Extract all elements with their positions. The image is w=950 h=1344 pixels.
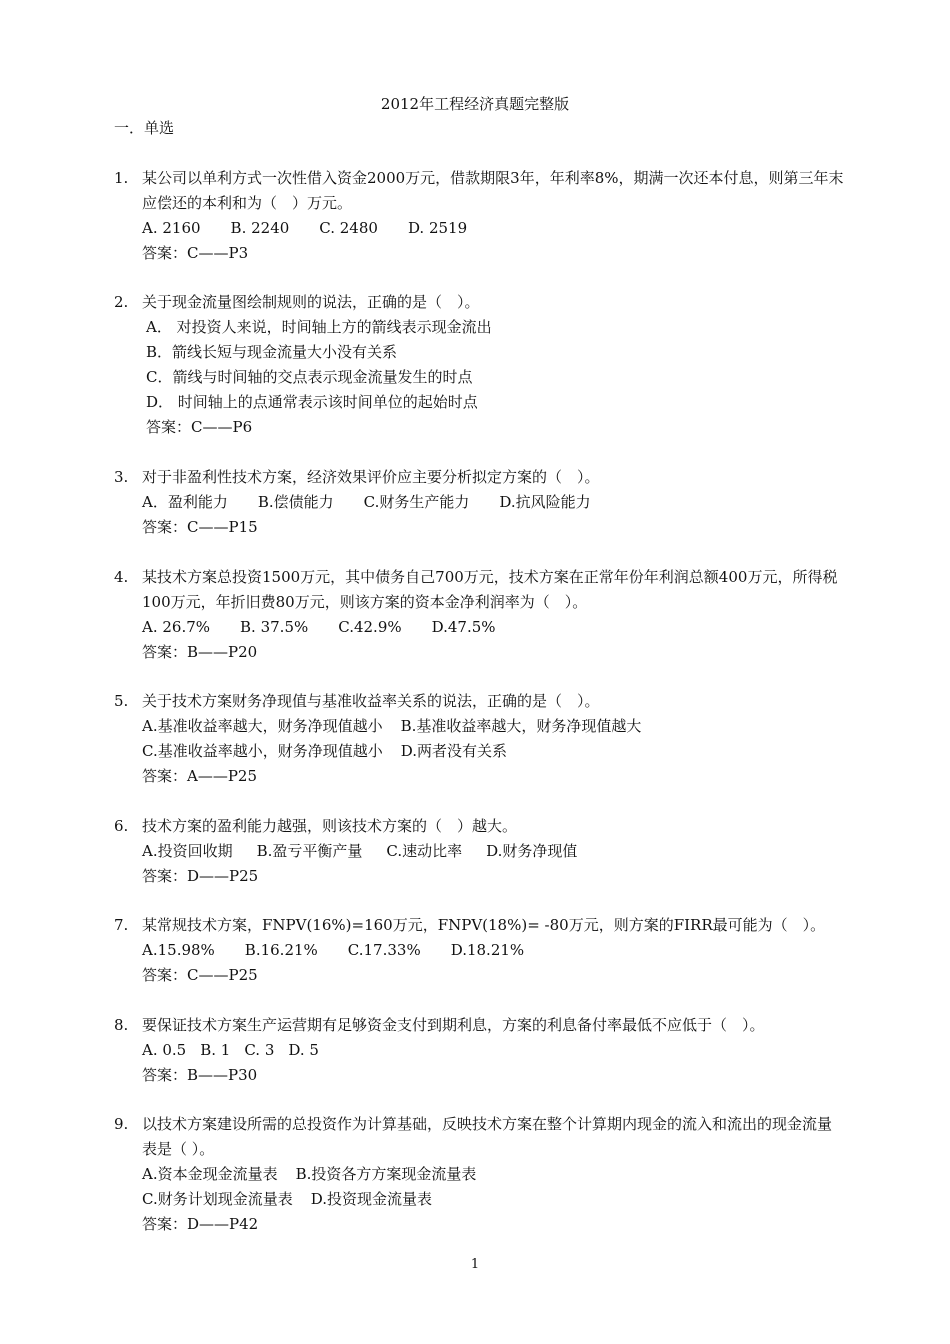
question-number: 1. <box>114 169 129 187</box>
question-stem: 某技术方案总投资1500万元，其中债务自己700万元，技术方案在正常年份年利润总额400万元，所得税100万元，年折旧费80万元，则该方案的资本金净利润率为（ ）。 <box>142 568 838 611</box>
answer-line: 答案：A——P25 <box>142 767 258 785</box>
option-c: C. 2480 <box>319 219 378 237</box>
answer-line: 答案：B——P30 <box>142 1066 258 1084</box>
answer-line: 答案：C——P15 <box>142 518 258 536</box>
options-row <box>142 839 844 864</box>
option-a: A．盈利能力 <box>142 493 228 511</box>
question-5 <box>114 689 844 789</box>
option-b: B.基准收益率越大，财务净现值越大 <box>400 717 642 735</box>
question-stem: 关于技术方案财务净现值与基准收益率关系的说法，正确的是（ ）。 <box>142 692 600 710</box>
option-d: D.18.21% <box>450 941 525 959</box>
document-title: 2012年工程经济真题完整版 <box>380 95 570 113</box>
question-stem: 对于非盈利性技术方案，经济效果评价应主要分析拟定方案的（ ）。 <box>142 468 600 486</box>
option-d: D.两者没有关系 <box>400 742 507 760</box>
question-7 <box>114 913 844 988</box>
option-a: A． 对投资人来说，时间轴上方的箭线表示现金流出 <box>146 318 492 336</box>
option-a: A. 26.7% <box>142 618 211 636</box>
question-stem: 以技术方案建设所需的总投资作为计算基础，反映技术方案在整个计算期内现金的流入和流出的现金流量表是（ ）。 <box>142 1115 833 1158</box>
options-row <box>142 216 844 241</box>
question-stem: 某常规技术方案，FNPV(16%)=160万元，FNPV(18%)= -80万元，则方案的FIRR最可能为（ ）。 <box>142 916 826 934</box>
question-1 <box>114 166 844 266</box>
option-d: D.抗风险能力 <box>499 493 591 511</box>
options-row-1 <box>142 714 844 739</box>
option-c: C.速动比率 <box>386 842 463 860</box>
question-6 <box>114 814 844 889</box>
option-a: A. 2160 <box>142 219 201 237</box>
option-c: C．箭线与时间轴的交点表示现金流量发生的时点 <box>146 368 473 386</box>
option-b: B.偿债能力 <box>257 493 334 511</box>
option-b: B. 2240 <box>230 219 290 237</box>
question-2 <box>114 290 844 440</box>
option-b: B. 1 <box>200 1041 231 1059</box>
option-d: D. 2519 <box>407 219 468 237</box>
option-b: B.盈亏平衡产量 <box>256 842 363 860</box>
question-stem: 技术方案的盈利能力越强，则该技术方案的（ ）越大。 <box>142 817 518 835</box>
question-4 <box>114 565 844 665</box>
question-number: 4. <box>114 568 129 586</box>
answer-line: 答案：D——P25 <box>142 867 259 885</box>
question-number: 6. <box>114 817 129 835</box>
answer-line: 答案：C——P6 <box>146 418 253 436</box>
option-a: A.15.98% <box>142 941 215 959</box>
option-b: B. 37.5% <box>240 618 309 636</box>
options-row <box>142 490 844 515</box>
option-c: C.17.33% <box>347 941 421 959</box>
question-stem: 关于现金流量图绘制规则的说法，正确的是（ ）。 <box>142 293 480 311</box>
options-row <box>142 1038 844 1063</box>
option-c: C.基准收益率越小，财务净现值越小 <box>142 742 383 760</box>
answer-line: 答案：C——P3 <box>142 244 249 262</box>
option-c: C.财务生产能力 <box>363 493 470 511</box>
option-d: D.47.5% <box>431 618 496 636</box>
options-row <box>142 615 844 640</box>
options-row-2 <box>142 739 844 764</box>
section-heading: 一．单选 <box>114 119 175 137</box>
answer-line: 答案：C——P25 <box>142 966 258 984</box>
option-d: D.财务净现值 <box>486 842 578 860</box>
question-number: 7. <box>114 916 129 934</box>
option-a: A.投资回收期 <box>142 842 233 860</box>
page-number: 1 <box>470 1257 480 1272</box>
answer-line: 答案：D——P42 <box>142 1215 259 1233</box>
question-3 <box>114 465 844 540</box>
option-d: D． 时间轴上的点通常表示该时间单位的起始时点 <box>146 393 478 411</box>
question-number: 5. <box>114 692 129 710</box>
question-9 <box>114 1112 844 1237</box>
option-b: B.16.21% <box>244 941 318 959</box>
option-a: A.资本金现金流量表 <box>142 1165 278 1183</box>
answer-line: 答案：B——P20 <box>142 643 258 661</box>
question-number: 9. <box>114 1115 129 1133</box>
option-c: C.财务计划现金流量表 <box>142 1190 293 1208</box>
option-a: A.基准收益率越大，财务净现值越小 <box>142 717 383 735</box>
option-c: C. 3 <box>244 1041 275 1059</box>
option-a: A. 0.5 <box>142 1041 187 1059</box>
question-number: 8. <box>114 1016 129 1034</box>
option-d: D.投资现金流量表 <box>310 1190 432 1208</box>
question-number: 3. <box>114 468 129 486</box>
option-c: C.42.9% <box>338 618 402 636</box>
question-number: 2. <box>114 293 129 311</box>
question-stem: 要保证技术方案生产运营期有足够资金支付到期利息，方案的利息备付率最低不应低于（ ）。 <box>142 1016 765 1034</box>
question-stem: 某公司以单利方式一次性借入资金2000万元，借款期限3年，年利率8%，期满一次还本付息，则第三年末应偿还的本利和为（ ）万元。 <box>142 169 844 212</box>
options-row-2 <box>142 1187 844 1212</box>
option-b: B.投资各方方案现金流量表 <box>295 1165 477 1183</box>
option-d: D. 5 <box>288 1041 319 1059</box>
option-b: B．箭线长短与现金流量大小没有关系 <box>146 343 398 361</box>
options-row <box>142 938 844 963</box>
question-8 <box>114 1013 844 1088</box>
options-row-1 <box>142 1162 844 1187</box>
